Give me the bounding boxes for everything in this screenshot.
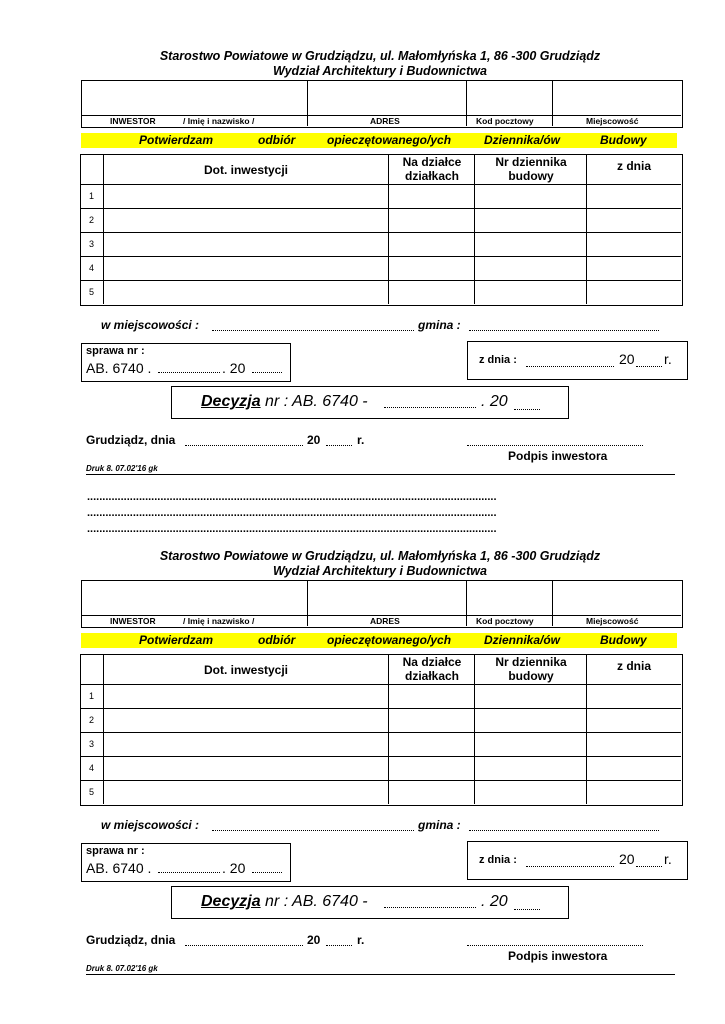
confirm-word-4: Dziennika/ów bbox=[484, 633, 561, 647]
commune-field[interactable] bbox=[469, 318, 659, 331]
row-number: 4 bbox=[89, 263, 95, 273]
separator-line: ...................................................................................................................................... bbox=[87, 507, 497, 519]
city-date-suffix: r. bbox=[357, 933, 365, 947]
from-date-year-field[interactable] bbox=[636, 854, 662, 867]
confirm-word-3: opieczętowanego/ych bbox=[327, 633, 452, 647]
signature-field[interactable] bbox=[467, 434, 643, 446]
print-code: Druk 8. 07.02'16 gk bbox=[86, 464, 158, 473]
separator-line: ...................................................................................................................................... bbox=[87, 523, 497, 535]
city-date-year-field[interactable] bbox=[326, 434, 352, 446]
city-label: Miejscowość bbox=[586, 616, 639, 626]
from-date-suffix: r. bbox=[664, 851, 672, 867]
commune-label: gmina : bbox=[418, 818, 461, 832]
header-line-1: Starostwo Powiatowe w Grudziądzu, ul. Małomłyńska 1, 86 -300 Grudziądz bbox=[159, 549, 601, 563]
city-label: Miejscowość bbox=[586, 116, 639, 126]
address-label: ADRES bbox=[370, 616, 400, 626]
decision-line bbox=[201, 893, 368, 911]
form-bottom-rule bbox=[86, 474, 675, 475]
city-date-label: Grudziądz, dnia bbox=[86, 433, 176, 447]
col-plots: Na działce działkach bbox=[402, 155, 462, 183]
name-label: / Imię i nazwisko / bbox=[183, 616, 255, 626]
form-copy-1 bbox=[0, 0, 725, 500]
confirm-bar bbox=[81, 133, 677, 148]
name-label: / Imię i nazwisko / bbox=[183, 116, 255, 126]
place-field[interactable] bbox=[212, 318, 414, 331]
row-number: 3 bbox=[89, 739, 95, 749]
col-date: z dnia bbox=[616, 159, 651, 173]
col-plots: Na działce działkach bbox=[402, 655, 462, 683]
row-number: 5 bbox=[89, 787, 95, 797]
col-investment: Dot. inwestycji bbox=[203, 663, 289, 677]
city-date-year: 20 bbox=[307, 933, 321, 947]
decision-year-field[interactable] bbox=[514, 897, 540, 910]
row-number: 2 bbox=[89, 215, 95, 225]
row-number: 2 bbox=[89, 715, 95, 725]
postal-label: Kod pocztowy bbox=[476, 616, 534, 626]
case-prefix: AB. 6740 . bbox=[86, 360, 152, 376]
from-date-year: 20 bbox=[619, 351, 635, 367]
signature-field[interactable] bbox=[467, 934, 643, 946]
place-field[interactable] bbox=[212, 818, 414, 831]
city-date-suffix: r. bbox=[357, 433, 365, 447]
col-journal: Nr dziennika budowy bbox=[495, 655, 567, 683]
signature-label: Podpis inwestora bbox=[508, 449, 608, 463]
decision-number-field[interactable] bbox=[384, 395, 476, 408]
print-code: Druk 8. 07.02'16 gk bbox=[86, 964, 158, 973]
col-investment: Dot. inwestycji bbox=[203, 163, 289, 177]
col-journal: Nr dziennika budowy bbox=[495, 155, 567, 183]
decision-text: nr : AB. 6740 - bbox=[265, 893, 368, 910]
city-date-year-field[interactable] bbox=[326, 934, 352, 946]
row-number: 5 bbox=[89, 287, 95, 297]
confirm-word-5: Budowy bbox=[600, 633, 647, 647]
decision-line bbox=[201, 393, 368, 411]
row-number: 1 bbox=[89, 691, 95, 701]
decision-year: . 20 bbox=[481, 393, 508, 410]
case-label: sprawa nr : bbox=[86, 345, 145, 357]
case-number-field[interactable] bbox=[158, 360, 220, 373]
address-label: ADRES bbox=[370, 116, 400, 126]
from-date-suffix: r. bbox=[664, 351, 672, 367]
row-number: 1 bbox=[89, 191, 95, 201]
confirm-word-5: Budowy bbox=[600, 133, 647, 147]
commune-field[interactable] bbox=[469, 818, 659, 831]
case-year: . 20 bbox=[222, 860, 246, 876]
from-date-label: z dnia : bbox=[479, 854, 517, 866]
decision-year: . 20 bbox=[481, 893, 508, 910]
city-date-field[interactable] bbox=[185, 434, 303, 446]
row-number: 4 bbox=[89, 763, 95, 773]
commune-label: gmina : bbox=[418, 318, 461, 332]
confirm-word-2: odbiór bbox=[258, 633, 296, 647]
case-label: sprawa nr : bbox=[86, 845, 145, 857]
case-year: . 20 bbox=[222, 360, 246, 376]
confirm-word-2: odbiór bbox=[258, 133, 296, 147]
decision-year-field[interactable] bbox=[514, 397, 540, 410]
city-date-label: Grudziądz, dnia bbox=[86, 933, 176, 947]
place-label: w miejscowości : bbox=[101, 318, 200, 332]
decision-number-field[interactable] bbox=[384, 895, 476, 908]
separator-line: ...................................................................................................................................... bbox=[87, 491, 497, 503]
from-date-field[interactable] bbox=[526, 354, 614, 367]
city-date-year: 20 bbox=[307, 433, 321, 447]
case-prefix: AB. 6740 . bbox=[86, 860, 152, 876]
decision-text: nr : AB. 6740 - bbox=[265, 393, 368, 410]
confirm-word-1: Potwierdzam bbox=[139, 633, 214, 647]
confirm-bar bbox=[81, 633, 677, 648]
confirm-word-1: Potwierdzam bbox=[139, 133, 214, 147]
postal-label: Kod pocztowy bbox=[476, 116, 534, 126]
form-bottom-rule bbox=[86, 974, 675, 975]
confirm-word-4: Dziennika/ów bbox=[484, 133, 561, 147]
from-date-field[interactable] bbox=[526, 854, 614, 867]
header-line-1: Starostwo Powiatowe w Grudziądzu, ul. Małomłyńska 1, 86 -300 Grudziądz bbox=[159, 49, 601, 63]
case-year-field[interactable] bbox=[252, 360, 282, 373]
investor-label: INWESTOR bbox=[110, 616, 156, 626]
confirm-word-3: opieczętowanego/ych bbox=[327, 133, 452, 147]
decision-label: Decyzja bbox=[201, 893, 261, 910]
from-date-label: z dnia : bbox=[479, 354, 517, 366]
form-copy-2 bbox=[0, 500, 725, 1000]
city-date-field[interactable] bbox=[185, 934, 303, 946]
signature-label: Podpis inwestora bbox=[508, 949, 608, 963]
header-line-2: Wydział Architektury i Budownictwa bbox=[273, 564, 487, 578]
place-label: w miejscowości : bbox=[101, 818, 200, 832]
case-year-field[interactable] bbox=[252, 860, 282, 873]
from-date-year: 20 bbox=[619, 851, 635, 867]
investor-label: INWESTOR bbox=[110, 116, 156, 126]
header-line-2: Wydział Architektury i Budownictwa bbox=[273, 64, 487, 78]
decision-label: Decyzja bbox=[201, 393, 261, 410]
case-number-field[interactable] bbox=[158, 860, 220, 873]
row-number: 3 bbox=[89, 239, 95, 249]
from-date-year-field[interactable] bbox=[636, 354, 662, 367]
col-date: z dnia bbox=[616, 659, 651, 673]
